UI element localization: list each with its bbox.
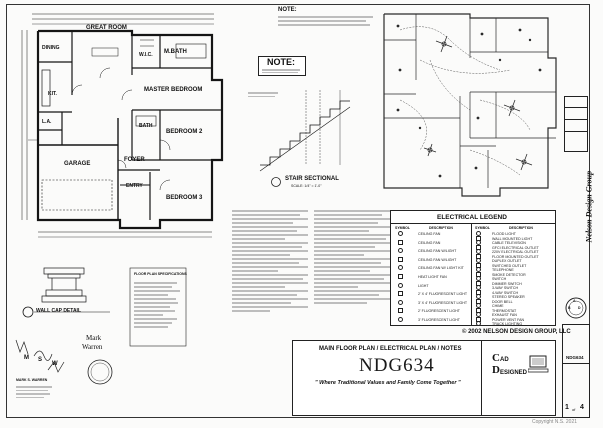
room-label-bedroom-2: BEDROOM 2 xyxy=(166,129,203,135)
legend-right-item-label: POWER VENT FAN xyxy=(492,317,525,322)
legend-left-item-label: 2' X 4' FLUORESCENT LIGHT xyxy=(418,292,468,297)
cad-line-2: ESIGNED xyxy=(500,370,528,376)
legend-right-item-label: GFCI ELECTRICAL OUTLET xyxy=(492,245,539,250)
badge-letter-b: B xyxy=(568,306,571,310)
title-block xyxy=(292,340,556,416)
floor-plan-specs-title: FLOOR PLAN SPECIFICATIONS xyxy=(134,272,187,276)
cad-letter-d: D xyxy=(492,364,500,376)
room-label-bath: BATH xyxy=(139,123,153,129)
legend-right-item-label: TELEPHONE xyxy=(492,268,514,272)
wall-cap-detail-label: WALL CAP DETAIL xyxy=(36,308,81,314)
legend-right-item-label: 220V ELECTRICAL OUTLET xyxy=(492,250,539,254)
legend-left-item-label: CEILING FAN xyxy=(418,232,441,236)
room-label-bedroom-3: BEDROOM 3 xyxy=(166,195,203,201)
legend-left-item-label: LIGHT xyxy=(418,283,429,288)
legend-right-item-label: SMOKE DETECTOR xyxy=(492,272,526,277)
signature-name-line1: Mark xyxy=(86,334,102,342)
badge-letter-a: A xyxy=(573,299,576,303)
legend-left-symbol-icon xyxy=(398,257,403,262)
badge-letter-d: D xyxy=(578,306,581,310)
legend-left-symbol-icon xyxy=(398,274,403,279)
room-label-master-bath: M.BATH xyxy=(164,49,187,55)
legend-right-item-label: CABLE TELEVISION xyxy=(492,241,526,245)
boxed-note-label: NOTE: xyxy=(267,57,295,67)
legend-left-item-label: 2' FLUORESCENT LIGHT xyxy=(418,309,460,314)
room-label-dining: DINING xyxy=(42,45,60,51)
legend-right-item-label: SWITCH xyxy=(492,277,507,281)
legend-right-item-label: THERMOSTAT xyxy=(492,308,517,313)
legend-left-symbol-icon xyxy=(398,240,403,245)
room-label-entry: ENTRY xyxy=(126,183,143,189)
sheet-number: 1 xyxy=(565,404,569,411)
legend-right-item-label: DOOR BELL xyxy=(492,299,513,304)
stair-sectional-label: STAIR SECTIONAL xyxy=(285,176,339,182)
legend-col-symbol-right: SYMBOL xyxy=(475,226,490,230)
computer-icon xyxy=(528,354,550,374)
legend-right-symbol-icon xyxy=(476,321,481,326)
room-label-master-bedroom: MASTER BEDROOM xyxy=(144,87,203,93)
sheet-total: 4 xyxy=(580,404,584,411)
signature-initial-1: M xyxy=(24,355,29,361)
cad-letter-c: C xyxy=(492,352,500,364)
legend-right-item-label: EXHAUST FAN xyxy=(492,313,517,317)
legend-left-symbol-icon xyxy=(398,283,403,288)
copyright-line: © 2002 NELSON DESIGN GROUP, LLC xyxy=(462,329,571,335)
legend-right-item-label: DUPLEX OUTLET xyxy=(492,259,522,263)
room-label-wic: W.I.C. xyxy=(139,52,153,58)
stair-scale-label: SCALE: 1/4" = 1'-0" xyxy=(291,184,322,188)
room-label-kitchen: KIT. xyxy=(48,91,57,97)
legend-left-item-label: CEILING FAN W/LIGHT xyxy=(418,249,457,254)
legend-right-item-label: FLOOD LIGHT xyxy=(492,232,516,236)
brand-logo-text: Nelson Design Group xyxy=(584,170,594,243)
signature-initial-3: W xyxy=(52,361,58,367)
legend-right-item-label: FLOOR MOUNTED OUTLET xyxy=(492,254,539,259)
room-label-foyer: FOYER xyxy=(124,157,145,163)
legend-left-symbol-icon xyxy=(398,317,403,322)
signature-name-line2: Warren xyxy=(82,343,103,351)
legend-right-item-label: 4-WAY SWITCH xyxy=(492,290,519,295)
electrical-legend xyxy=(390,210,556,326)
room-label-garage: GARAGE xyxy=(64,161,91,167)
legend-right-item-label: 3-WAY SWITCH xyxy=(492,286,519,290)
signature-initial-2: S xyxy=(38,357,43,363)
sheet-info-box xyxy=(562,324,590,418)
legend-left-item-label: CEILING FAN W/LIGHT xyxy=(418,257,457,262)
legend-right-item-label: DIMMER SWITCH xyxy=(492,281,522,286)
legend-right-item-label: SWITCHED OUTLET xyxy=(492,263,527,268)
legend-left-symbol-icon xyxy=(398,300,403,305)
copyright-watermark: Copyright N.S. 2021 xyxy=(532,419,578,425)
legend-left-item-label: 3' X 4' FLUORESCENT LIGHT xyxy=(418,300,468,305)
plan-number-title: NDG634 xyxy=(359,355,435,376)
note-label-top: NOTE: xyxy=(278,7,297,13)
tagline: " Where Traditional Values and Family Come Together " xyxy=(315,380,461,386)
legend-col-description-right: DESCRIPTION xyxy=(509,226,533,230)
legend-left-item-label: CEILING FAN xyxy=(418,240,441,245)
seal-name: MARK S. WARREN xyxy=(16,378,48,382)
legend-col-description-left: DESCRIPTION xyxy=(429,226,453,230)
sheet-code: NDG634 xyxy=(566,355,584,360)
legend-left-item-label: CEILING FAN W/ LIGHT KIT xyxy=(418,266,464,271)
legend-title: ELECTRICAL LEGEND xyxy=(437,214,507,221)
legend-left-item-label: 3' FLUORESCENT LIGHT xyxy=(418,318,460,322)
room-label-laundry: L.A. xyxy=(42,119,52,125)
legend-col-symbol-left: SYMBOL xyxy=(395,226,410,230)
cad-line-1: AD xyxy=(500,357,509,363)
revision-box xyxy=(564,96,588,152)
room-label-great-room: GREAT ROOM xyxy=(86,25,127,31)
legend-left-item-label: HEAT LIGHT FAN xyxy=(418,275,447,279)
legend-right-item-label: CHIME xyxy=(492,304,504,308)
legend-right-item-label: WALL MOUNTED LIGHT xyxy=(492,236,533,241)
legend-right-item-label: TRACK LIGHTING xyxy=(492,322,523,326)
sheet-caption: MAIN FLOOR PLAN / ELECTRICAL PLAN / NOTES xyxy=(319,346,462,352)
legend-left-symbol-icon xyxy=(398,291,403,296)
legend-right-item-label: STEREO SPEAKER xyxy=(492,295,525,299)
legend-left-symbol-icon xyxy=(398,308,403,313)
sheet-of: of xyxy=(572,407,576,412)
legend-left-symbol-icon xyxy=(398,231,403,236)
